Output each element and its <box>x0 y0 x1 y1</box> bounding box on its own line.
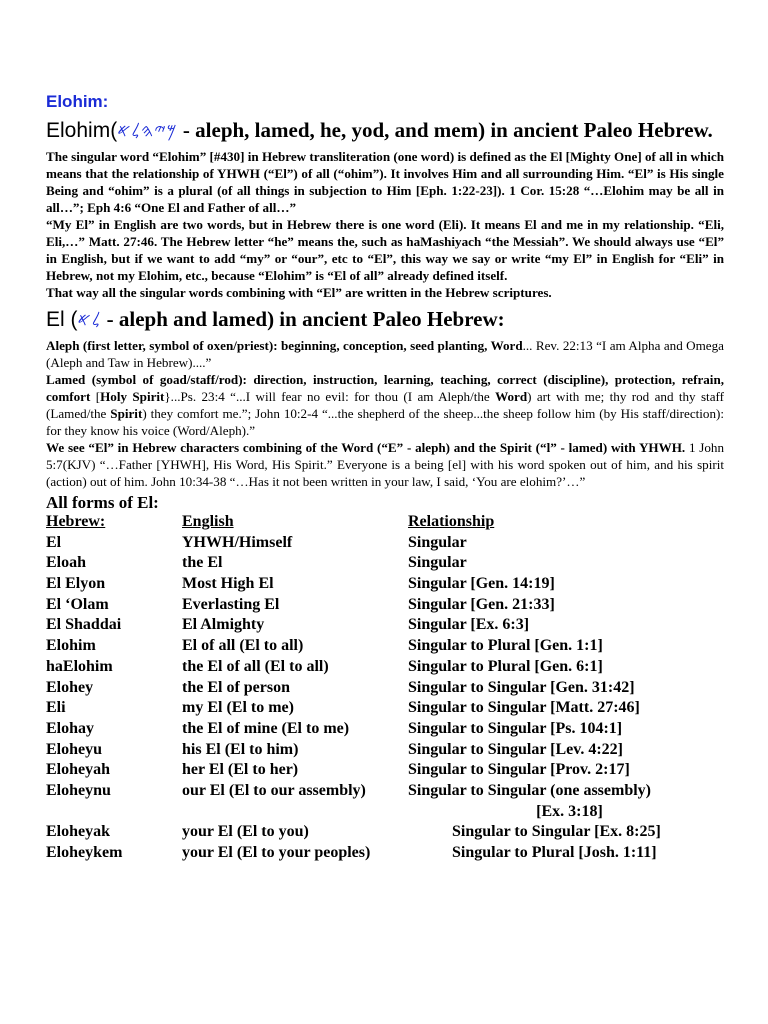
hebrew-cell: Eloheyah <box>46 761 111 779</box>
elohim-paragraph-1: The singular word “Elohim” [#430] in Hebrew transliteration (one word) is defined as the El [Mighty One] of all in which means that the relationship of YHWH (“El”) of all (“ohim”). It involves Him and all surrounding Him. “El” is His single Being and “ohim” is a plural (of all things in subjection to Him [Eph. 1:22-23]). 1 Cor. 15:28 “…Elohim may be all in all…”; Eph 4:6 “One El and Father of all…” <box>46 149 724 215</box>
elohim-section-title <box>46 118 724 143</box>
hebrew-cell: El <box>46 533 62 551</box>
table-row <box>46 596 661 617</box>
hebrew-cell: El Elyon <box>46 575 106 593</box>
table-row <box>46 803 661 824</box>
english-cell: YHWH/Himself <box>182 533 293 551</box>
aleph-bold-text: Aleph (first letter, symbol of oxen/priest): beginning, conception, seed planting, Word <box>46 338 523 353</box>
english-cell: your El (El to you) <box>182 823 309 841</box>
english-cell: her El (El to her) <box>182 761 299 779</box>
english-cell: our El (El to our assembly) <box>182 781 366 799</box>
relationship-cell: Singular to Singular [Ex. 8:25] <box>452 823 661 841</box>
forms-table-body <box>46 513 661 865</box>
hebrew-cell: Eloheyu <box>46 740 103 758</box>
forms-title: All forms of El: <box>46 493 159 512</box>
paleo-hebrew-elohim-glyphs: 𐤌𐤉𐤄𐤋𐤀 <box>117 121 178 142</box>
header-hebrew: Hebrew: <box>46 513 106 530</box>
table-row <box>46 534 661 555</box>
lamed-text-3: ) art with me; thy rod and thy staff (Lamed/the <box>46 389 724 421</box>
table-row <box>46 554 661 575</box>
elohim-paragraph-2: “My El” in English are two words, but in Hebrew there is one word (Eli). It means El and me in my relationship. “Eli, Eli,…” Matt. 27:46. The Hebrew letter “he” means the, such as haMashiyach “the Messiah”. We should always use “El” in English, but if we want to add “my” or “our”, etc to “El”, this way we say or write “my El” in English for “Eli” in Hebrew, not my Elohim, etc., because “Elohim” is “El of all” already defined itself. <box>46 217 724 283</box>
forms-table <box>46 513 661 865</box>
we-see-paragraph <box>46 439 724 490</box>
table-row <box>46 844 661 865</box>
hebrew-cell: Eli <box>46 699 66 717</box>
english-cell: Most High El <box>182 575 274 593</box>
lamed-spirit: Spirit <box>110 406 143 421</box>
relationship-cell: Singular to Plural [Gen. 1:1] <box>408 637 603 655</box>
hebrew-cell: El Shaddai <box>46 616 122 634</box>
hebrew-cell: Eloheynu <box>46 781 111 799</box>
elohim-title-word: Elohim <box>46 119 111 142</box>
relationship-cell: Singular to Singular (one assembly) <box>408 781 652 799</box>
lamed-text-4: ) they comfort me.”; John 10:2-4 “...the shepherd of the sheep...the sheep follow him (by His staff/direction): for they know his voice (Word/Aleph).” <box>46 406 724 438</box>
aleph-paragraph <box>46 337 724 371</box>
relationship-cell: Singular to Singular [Prov. 2:17] <box>408 761 630 779</box>
hebrew-cell: El ‘Olam <box>46 595 109 613</box>
english-cell: El of all (El to all) <box>182 637 304 655</box>
hebrew-cell: haElohim <box>46 657 113 675</box>
relationship-cell: Singular [Gen. 14:19] <box>408 575 555 593</box>
english-cell: Everlasting El <box>182 595 280 613</box>
el-title-word: El <box>46 308 65 331</box>
table-row <box>46 575 661 596</box>
lamed-paragraph <box>46 371 724 439</box>
el-section-title <box>46 307 724 332</box>
lamed-holy-spirit: Holy Spirit <box>100 389 165 404</box>
relationship-cell: [Ex. 3:18] <box>536 802 603 820</box>
table-row <box>46 679 661 700</box>
forms-header-row <box>46 513 661 534</box>
hebrew-cell: Elohim <box>46 637 96 655</box>
hebrew-cell: Eloah <box>46 554 87 572</box>
english-cell: the El of person <box>182 678 290 696</box>
relationship-cell: Singular to Plural [Gen. 6:1] <box>408 657 603 675</box>
relationship-cell: Singular to Singular [Gen. 31:42] <box>408 678 635 696</box>
hebrew-cell: Eloheyak <box>46 823 111 841</box>
we-see-rest-text: 1 John 5:7(KJV) “…Father [YHWH], His Word, His Spirit.” Everyone is a being [el] with his word spoken out of him, and his spirit (action) out of him. John 10:34-38 “…Has it not been written in your law, I said, ‘You are elohim?’…” <box>46 440 724 489</box>
table-row <box>46 761 661 782</box>
table-row <box>46 699 661 720</box>
english-cell: the El of all (El to all) <box>182 657 329 675</box>
relationship-cell: Singular to Singular [Lev. 4:22] <box>408 740 623 758</box>
table-row <box>46 658 661 679</box>
english-cell: my El (El to me) <box>182 699 294 717</box>
table-row <box>46 741 661 762</box>
relationship-cell: Singular <box>408 533 467 551</box>
english-cell: the El <box>182 554 223 572</box>
relationship-cell: Singular to Singular [Matt. 27:46] <box>408 699 640 717</box>
el-title-rest: - aleph and lamed) in ancient Paleo Hebrew: <box>101 307 505 331</box>
lamed-text-2: }...Ps. 23:4 “...I will fear no evil: for thou (I am Aleph/the <box>164 389 496 404</box>
relationship-cell: Singular to Singular [Ps. 104:1] <box>408 719 623 737</box>
lamed-text-1: [ <box>90 389 101 404</box>
english-cell: your El (El to your peoples) <box>182 844 371 861</box>
lamed-word: Word <box>495 389 528 404</box>
table-row <box>46 823 661 844</box>
table-row <box>46 720 661 741</box>
elohim-paragraph-3: That way all the singular words combining with “El” are written in the Hebrew scriptures. <box>46 285 552 300</box>
table-row <box>46 616 661 637</box>
relationship-cell: Singular [Ex. 6:3] <box>408 616 530 634</box>
aleph-rest-text: ... Rev. 22:13 “I am Alpha and Omega (Aleph and Taw in Hebrew)....” <box>46 338 724 370</box>
paleo-hebrew-el-glyphs: 𐤋𐤀 <box>77 310 102 331</box>
lamed-bold-text: Lamed (symbol of goad/staff/rod): direction, instruction, learning, teaching, correct (discipline), protection, refrain, comfort <box>46 372 724 404</box>
relationship-cell: Singular [Gen. 21:33] <box>408 595 555 613</box>
english-cell: the El of mine (El to me) <box>182 719 350 737</box>
relationship-cell: Singular <box>408 554 467 572</box>
english-cell: his El (El to him) <box>182 740 299 758</box>
page-heading: Elohim: <box>46 92 109 111</box>
hebrew-cell <box>46 803 182 824</box>
hebrew-cell: Elohay <box>46 719 95 737</box>
el-open-paren: ( <box>64 308 78 331</box>
english-cell: El Almighty <box>182 616 265 634</box>
elohim-title-rest: - aleph, lamed, he, yod, and mem) in ancient Paleo Hebrew. <box>177 118 713 142</box>
hebrew-cell: Elohey <box>46 678 94 696</box>
english-cell <box>182 803 408 824</box>
hebrew-cell: Eloheykem <box>46 844 123 861</box>
we-see-bold-text: We see “El” in Hebrew characters combining of the Word (“E” - aleph) and the Spirit (“l” - lamed) with YHWH. <box>46 440 686 455</box>
header-relationship: Relationship <box>408 513 495 530</box>
relationship-cell: Singular to Plural [Josh. 1:11] <box>452 844 657 861</box>
header-english: English <box>182 513 234 530</box>
table-row <box>46 782 661 803</box>
elohim-open-paren: ( <box>110 119 118 142</box>
table-row <box>46 637 661 658</box>
